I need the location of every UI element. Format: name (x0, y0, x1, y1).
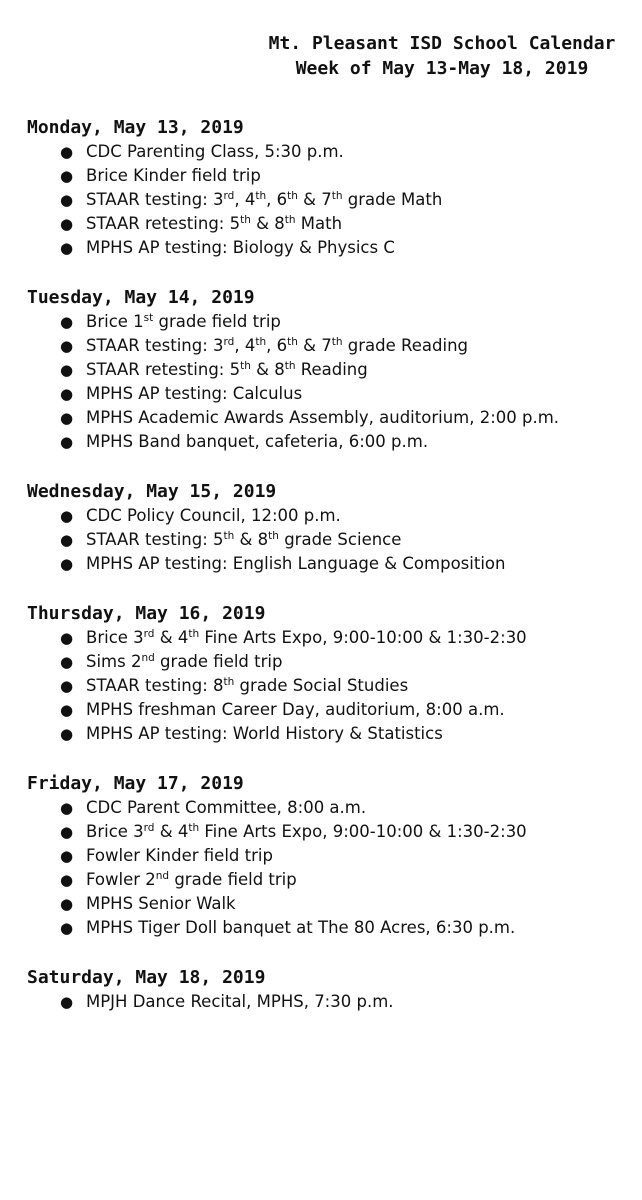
event-text: STAAR retesting: 5 (86, 214, 241, 233)
bullet-icon: ● (60, 993, 74, 1011)
ordinal-suffix: th (223, 530, 235, 542)
event-text: & 8 (250, 360, 285, 379)
event-text: , 4 (234, 336, 256, 355)
event-item (27, 236, 632, 260)
event-list (27, 140, 632, 260)
event-text: Fine Arts Expo, 9:00-10:00 & 1:30-2:30 (199, 628, 527, 647)
bullet-icon: ● (60, 725, 74, 743)
event-text: STAAR testing: 3 (86, 190, 224, 209)
event-text: Sims 2 (86, 652, 142, 671)
event-item (27, 844, 632, 868)
event-text: grade Science (278, 530, 402, 549)
day-section (27, 602, 632, 746)
day-heading: Tuesday, May 14, 2019 (27, 287, 255, 308)
ordinal-suffix: th (287, 190, 298, 202)
day-section (27, 286, 632, 454)
bullet-icon: ● (60, 677, 74, 695)
event-text: & 7 (297, 336, 332, 355)
ordinal-suffix: th (240, 214, 251, 226)
event-text: MPHS Band banquet, cafeteria, 6:00 p.m. (86, 432, 429, 451)
bullet-icon: ● (60, 215, 74, 233)
event-text: grade field trip (153, 312, 281, 331)
event-item (27, 820, 632, 844)
day-heading: Friday, May 17, 2019 (27, 773, 244, 794)
ordinal-suffix: th (188, 822, 200, 834)
event-item (27, 406, 632, 430)
ordinal-suffix: st (143, 312, 154, 324)
event-text: , 6 (266, 190, 288, 209)
event-text: Reading (295, 360, 368, 379)
ordinal-suffix: th (284, 360, 296, 372)
calendar-header (242, 31, 642, 81)
event-text: MPHS AP testing: World History & Statistics (86, 724, 443, 743)
bullet-icon: ● (60, 361, 74, 379)
bullet-icon: ● (60, 555, 74, 573)
ordinal-suffix: th (255, 190, 267, 202)
bullet-icon: ● (60, 629, 74, 647)
ordinal-suffix: th (287, 336, 298, 348)
event-text: STAAR testing: 3 (86, 336, 224, 355)
ordinal-suffix: th (331, 336, 343, 348)
event-text: grade Social Studies (234, 676, 409, 695)
event-list (27, 310, 632, 454)
bullet-icon: ● (60, 191, 74, 209)
bullet-icon: ● (60, 701, 74, 719)
ordinal-suffix: th (255, 336, 267, 348)
event-text: , 6 (266, 336, 288, 355)
event-text: Brice 3 (86, 628, 144, 647)
event-text: MPHS AP testing: Calculus (86, 384, 303, 403)
bullet-icon: ● (60, 799, 74, 817)
event-text: Brice 3 (86, 822, 144, 841)
event-text: Brice Kinder field trip (86, 166, 261, 185)
event-item (27, 552, 632, 576)
day-heading: Saturday, May 18, 2019 (27, 967, 266, 988)
day-section (27, 116, 632, 260)
bullet-icon: ● (60, 871, 74, 889)
event-list (27, 504, 632, 576)
bullet-icon: ● (60, 313, 74, 331)
day-section (27, 480, 632, 576)
day-heading: Wednesday, May 15, 2019 (27, 481, 277, 502)
ordinal-suffix: rd (223, 336, 235, 348)
page-title: Mt. Pleasant ISD School Calendar (268, 33, 616, 54)
event-text: STAAR testing: 8 (86, 676, 224, 695)
ordinal-suffix: nd (141, 652, 155, 664)
day-heading: Monday, May 13, 2019 (27, 117, 244, 138)
bullet-icon: ● (60, 239, 74, 257)
ordinal-suffix: th (188, 628, 200, 640)
event-text: Math (295, 214, 343, 233)
day-heading: Thursday, May 16, 2019 (27, 603, 266, 624)
event-item (27, 626, 632, 650)
event-text: & 8 (234, 530, 269, 549)
day-section (27, 966, 632, 1014)
event-text: CDC Parenting Class, 5:30 p.m. (86, 142, 344, 161)
event-item (27, 528, 632, 552)
bullet-icon: ● (60, 167, 74, 185)
event-text: & 7 (297, 190, 332, 209)
ordinal-suffix: th (268, 530, 279, 542)
event-text: Brice 1 (86, 312, 144, 331)
bullet-icon: ● (60, 823, 74, 841)
bullet-icon: ● (60, 895, 74, 913)
event-item (27, 504, 632, 528)
event-item (27, 916, 632, 940)
event-item (27, 650, 632, 674)
bullet-icon: ● (60, 385, 74, 403)
event-text: grade field trip (154, 652, 283, 671)
ordinal-suffix: th (240, 360, 251, 372)
event-text: STAAR retesting: 5 (86, 360, 241, 379)
bullet-icon: ● (60, 143, 74, 161)
bullet-icon: ● (60, 653, 74, 671)
ordinal-suffix: th (284, 214, 296, 226)
event-text: MPJH Dance Recital, MPHS, 7:30 p.m. (86, 992, 394, 1011)
event-text: CDC Policy Council, 12:00 p.m. (86, 506, 341, 525)
event-item (27, 188, 632, 212)
event-text: Fine Arts Expo, 9:00-10:00 & 1:30-2:30 (199, 822, 527, 841)
event-text: MPHS Academic Awards Assembly, auditorium, 2:00 p.m. (86, 408, 560, 427)
event-item (27, 382, 632, 406)
event-list (27, 796, 632, 940)
event-text: Fowler 2 (86, 870, 156, 889)
bullet-icon: ● (60, 409, 74, 427)
bullet-icon: ● (60, 919, 74, 937)
event-text: STAAR testing: 5 (86, 530, 224, 549)
event-item (27, 430, 632, 454)
event-text: MPHS Senior Walk (86, 894, 236, 913)
event-text: CDC Parent Committee, 8:00 a.m. (86, 798, 367, 817)
bullet-icon: ● (60, 847, 74, 865)
day-section (27, 772, 632, 940)
event-item (27, 868, 632, 892)
event-text: grade Math (342, 190, 443, 209)
event-list (27, 626, 632, 746)
event-item (27, 796, 632, 820)
bullet-icon: ● (60, 507, 74, 525)
event-item (27, 722, 632, 746)
bullet-icon: ● (60, 337, 74, 355)
ordinal-suffix: rd (143, 822, 155, 834)
event-text: , 4 (234, 190, 256, 209)
calendar-days (27, 116, 632, 1040)
event-text: MPHS AP testing: English Language & Composition (86, 554, 506, 573)
event-text: grade field trip (169, 870, 297, 889)
event-item (27, 140, 632, 164)
event-item (27, 358, 632, 382)
event-item (27, 892, 632, 916)
bullet-icon: ● (60, 531, 74, 549)
event-item (27, 334, 632, 358)
event-item (27, 212, 632, 236)
event-text: grade Reading (342, 336, 469, 355)
event-item (27, 698, 632, 722)
event-item (27, 674, 632, 698)
event-text: & 8 (250, 214, 285, 233)
event-item (27, 310, 632, 334)
ordinal-suffix: nd (155, 870, 170, 882)
page-subtitle: Week of May 13-May 18, 2019 (295, 58, 589, 79)
event-text: & 4 (154, 822, 189, 841)
ordinal-suffix: th (331, 190, 343, 202)
event-text: MPHS freshman Career Day, auditorium, 8:00 a.m. (86, 700, 505, 719)
event-item (27, 164, 632, 188)
event-text: MPHS Tiger Doll banquet at The 80 Acres, 6:30 p.m. (86, 918, 516, 937)
bullet-icon: ● (60, 433, 74, 451)
ordinal-suffix: rd (223, 190, 235, 202)
ordinal-suffix: th (223, 676, 235, 688)
event-list (27, 990, 632, 1014)
event-text: Fowler Kinder field trip (86, 846, 273, 865)
event-text: & 4 (154, 628, 189, 647)
ordinal-suffix: rd (143, 628, 155, 640)
event-item (27, 990, 632, 1014)
event-text: MPHS AP testing: Biology & Physics C (86, 238, 395, 257)
